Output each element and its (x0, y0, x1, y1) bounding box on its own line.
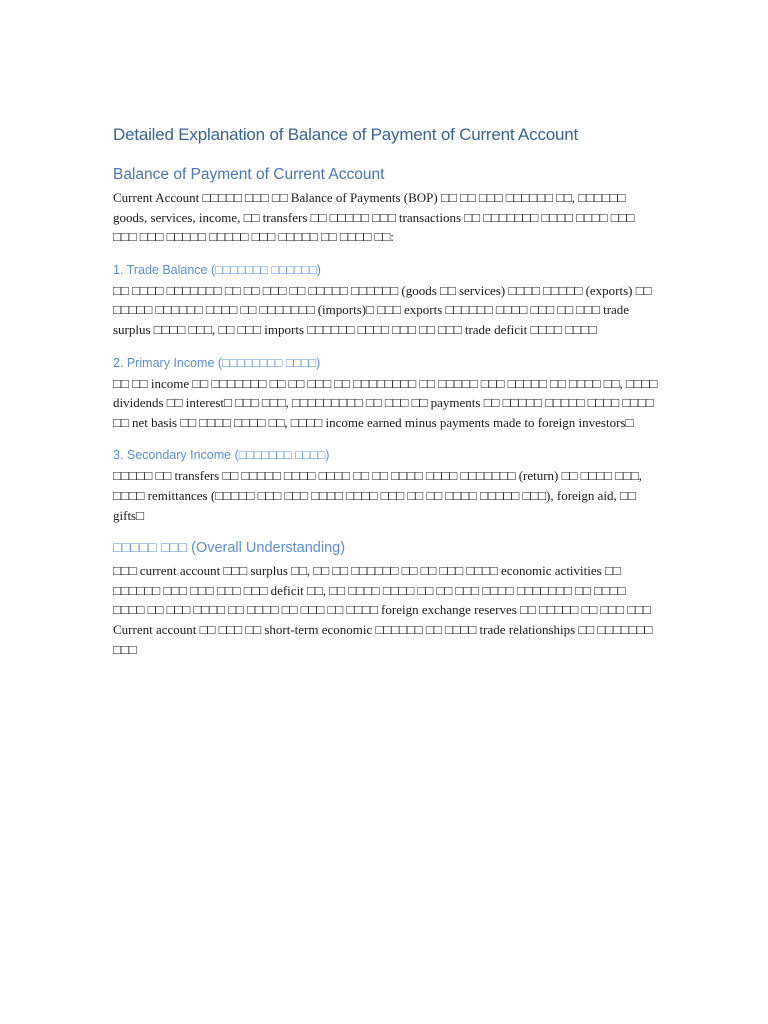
primary-income-paragraph: □□ □□ income □□ □□□□□□□ □□ □□ □□□ □□ □□□□□□□□ □□ □□□□□ □□□ □□□□□ □□ □□□□ □□, □□□□ dividends □□ interest□ □□□ □□□, □□□□□□□□□ □□ □□□ □□ payments □□ □□□□□ □□□□□ □□□□ □□□□ □□ net basis □□ □□□□ □□□□ □□, □□□□ income earned minus payments made to foreign investors□ (113, 375, 658, 430)
document-page (113, 122, 658, 659)
secondary-income-paragraph: □□□□□ □□ transfers □□ □□□□□ □□□□ □□□□ □□ □□ □□□□ □□□□ □□□□□□□ (return) □□ □□□□ □□□, □□□□ remittances (□□□□□ □□□ □□□ □□□□ □□□□ □□□ □□ □□ □□□□ □□□□□ □□□), foreign aid, □□ gifts□ (113, 468, 643, 523)
overall-understanding-paragraph: □□□ current account □□□ surplus □□, □□ □□ □□□□□□ □□ □□ □□□ □□□□ economic activities □□ □□□□□□ □□□ □□□ □□□ □□□ deficit □□, □□ □□□□ □□□□ □□ □□ □□□ □□□□ □□□□□□□ □□ □□□□ □□□□ □□ □□□ □□□□ □□ □□□□ □□ □□□ □□ □□□□ foreign exchange reserves □□ □□□□□ □□ □□□ □□□ Current account □□ □□□ □□ short-term economic □□□□□□ □□ □□□□ trade relationships □□ □□□□□□□ □□□ (113, 563, 653, 657)
subheading-trade-balance: 1. Trade Balance (□□□□□□□ □□□□□□) (113, 262, 321, 277)
subheading-secondary-income: 3. Secondary Income (□□□□□□□ □□□□) (113, 448, 330, 463)
intro-paragraph: Current Account □□□□□ □□□ □□ Balance of Payments (BOP) □□ □□ □□□ □□□□□□ □□, □□□□□□ goods, services, income, □□ transfers □□ □□□□□ □□□ transactions □□ □□□□□□□ □□□□ □□□□ □□□ □□□ □□□ □□□□□ □□□□□ □□□ □□□□□ □□ □□□□ □□: (113, 190, 635, 245)
subheading-primary-income: 2. Primary Income (□□□□□□□□ □□□□) (113, 355, 321, 370)
document-title: Detailed Explanation of Balance of Payment of Current Account (113, 125, 579, 144)
subheading-overall-understanding: □□□□□ □□□ (Overall Understanding) (113, 540, 346, 557)
section-heading-current-account: Balance of Payment of Current Account (113, 166, 385, 183)
trade-balance-paragraph: □□ □□□□ □□□□□□□ □□ □□ □□□ □□ □□□□□ □□□□□□ (goods □□ services) □□□□ □□□□□ (exports) □□ □□□□□ □□□□□□ □□□□ □□ □□□□□□□ (imports)□ □□□ exports □□□□□□ □□□□ □□□ □□ □□□ trade surplus □□□□ □□□, □□ □□□ imports □□□□□□ □□□□ □□□ □□ □□□ trade deficit □□□□ □□□□ (113, 282, 652, 337)
